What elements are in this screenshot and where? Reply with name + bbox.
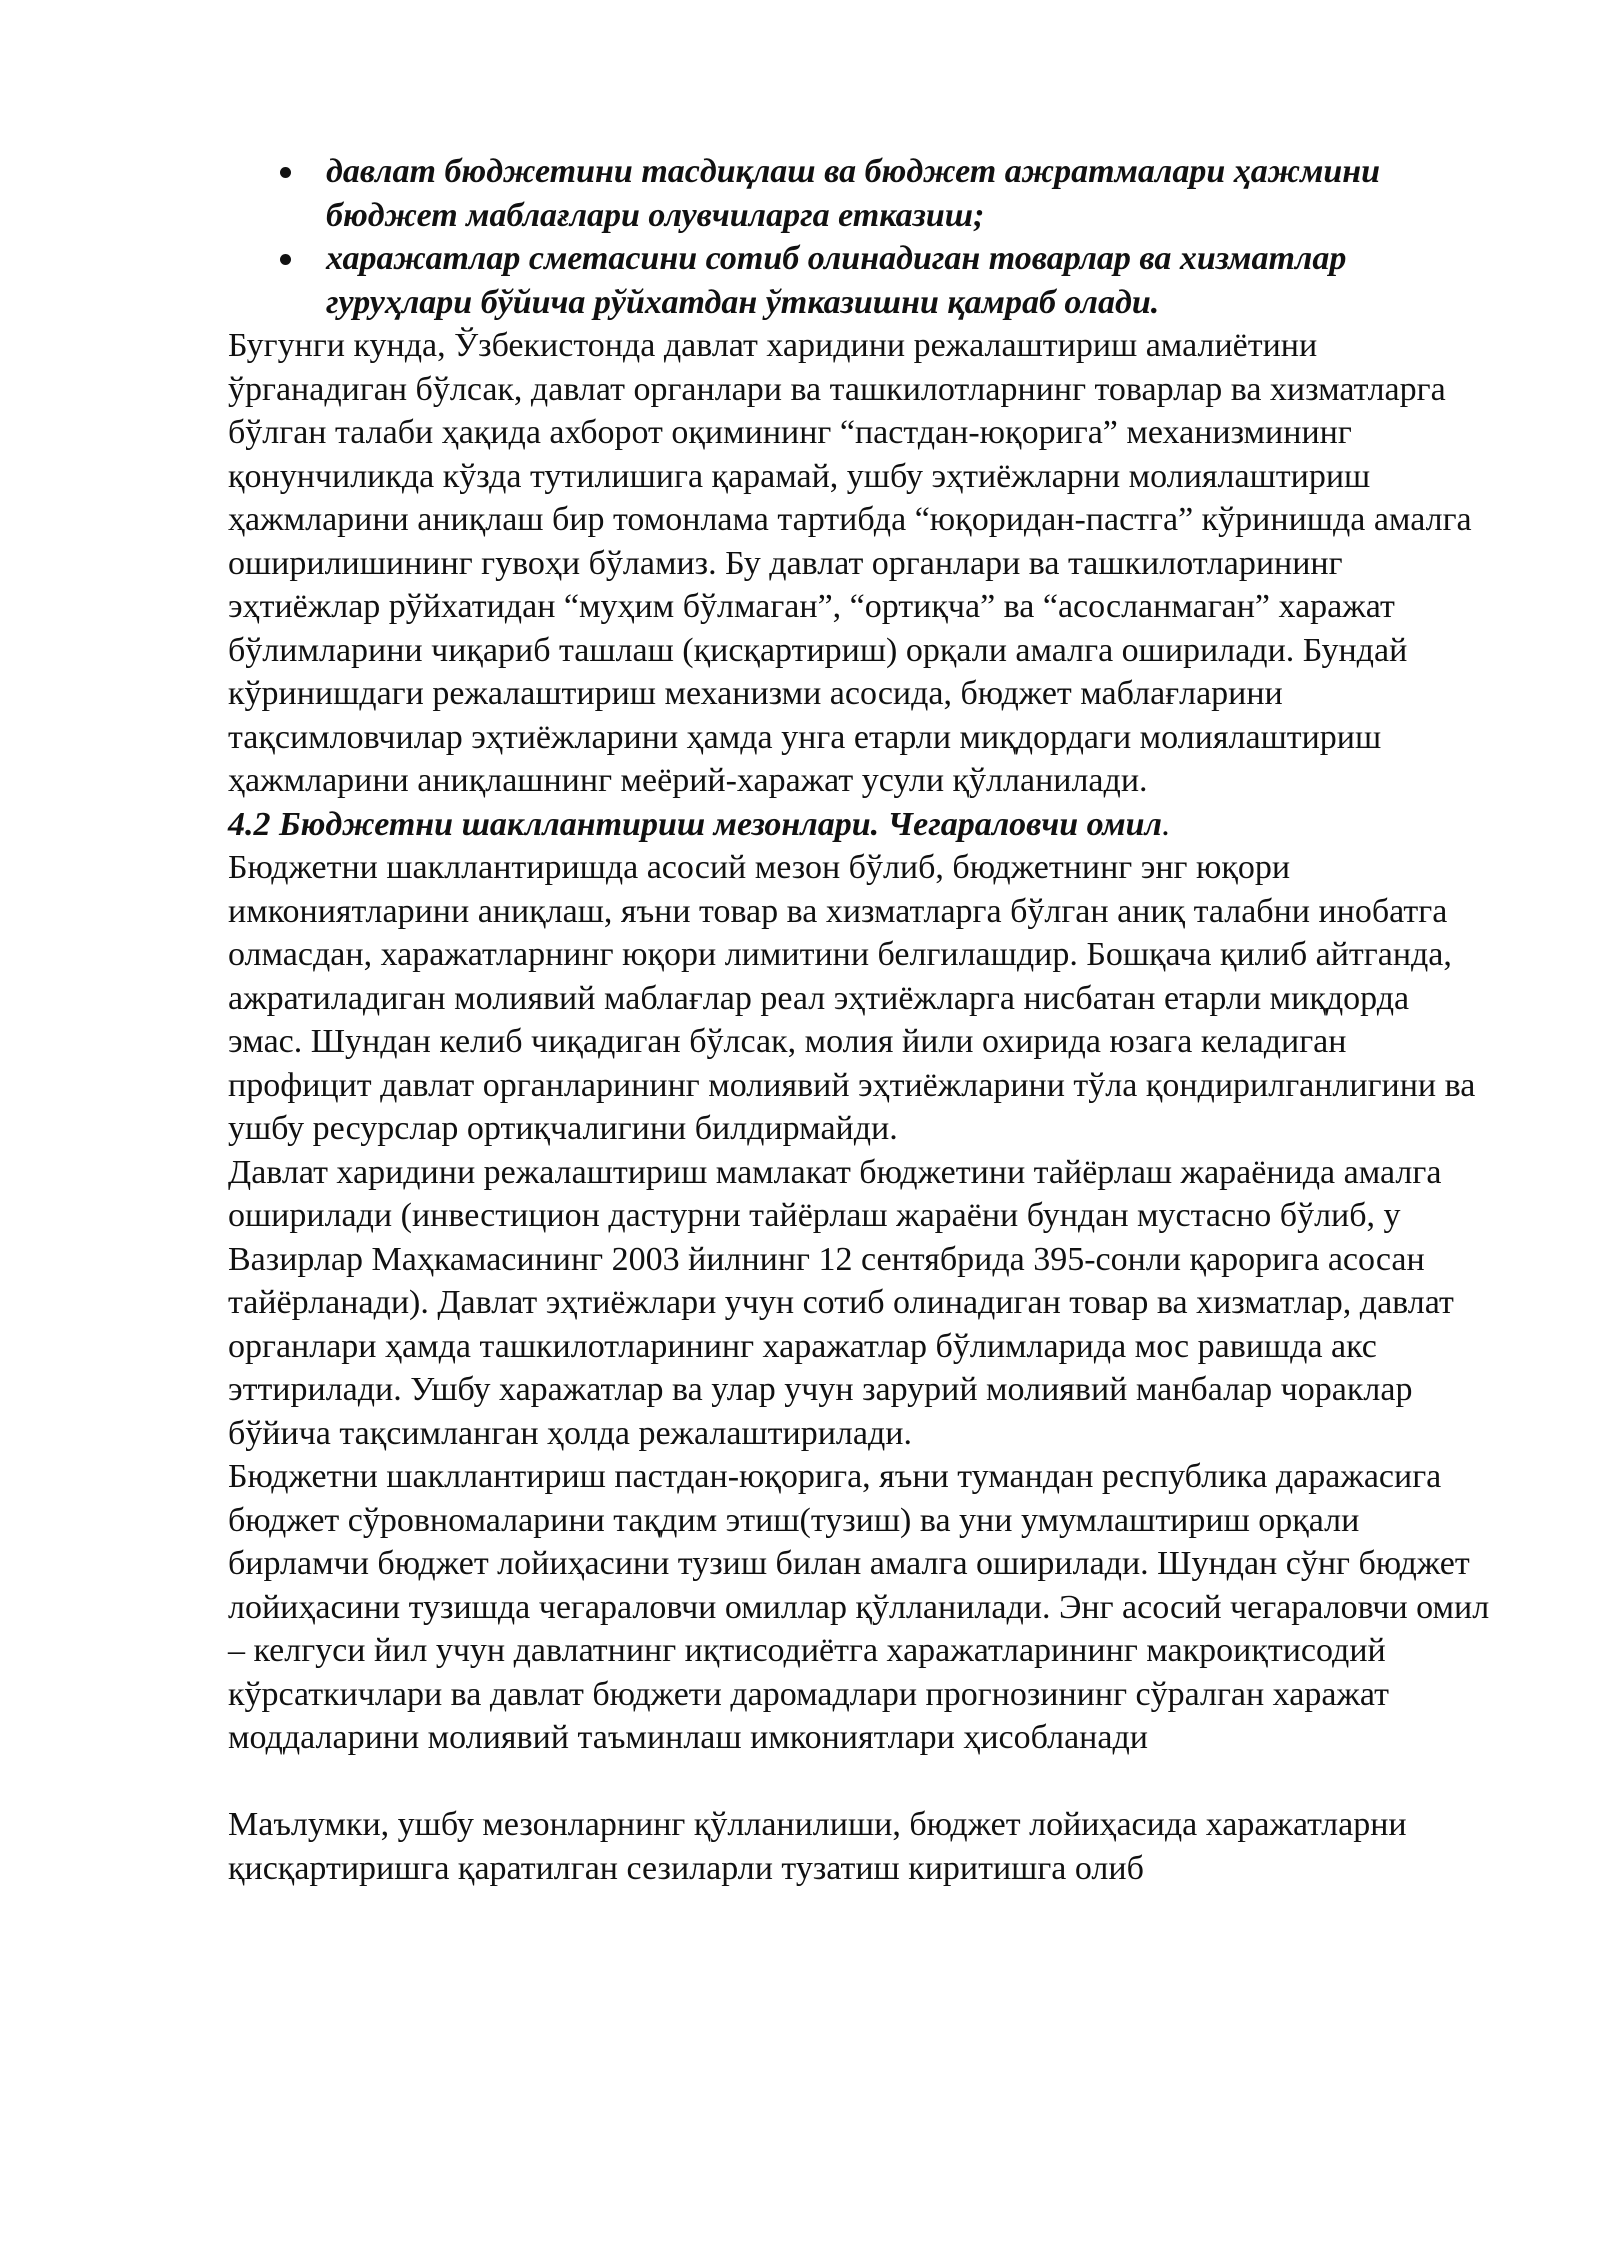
paragraph-criteria: Бюджетни шакллантиришда асосий мезон бўлиб, бюджетнинг энг юқори имкониятларини аниқлаш, яъни товар ва хизматларга бўлган аниқ талабни инобатга олмасдан, харажатларнинг юқори лимитини белгилашдир. Бошқача қилиб айтганда, ажратиладиган молиявий маблағлар реал эҳтиёжларга нисбатан етарли миқдорда эмас. Шундан келиб чиқадиган бўлсак, молия йили охирида юзага келадиган профицит давлат органларининг молиявий эҳтиёжларини тўла қондирилганлигини ва ушбу ресурслар ортиқчалигини билдирмайди. [228,849,1476,1147]
bullet-icon [280,254,291,265]
document-body [228,150,1490,1890]
bullet-item [228,237,1490,324]
section-heading [228,803,1490,847]
paragraph-intro: Бугунги кунда, Ўзбекистонда давлат харидини режалаштириш амалиётини ўрганадиган бўлсак, давлат органлари ва ташкилотларнинг товарлар ва хизматларга бўлган талаби ҳақида ахборот оқимининг “пастдан-юқорига” механизмининг қонунчиликда кўзда тутилишига қарамай, ушбу эҳтиёжларни молиялаштириш ҳажмларини аниқлаш бир томонлама тартибда “юқоридан-пастга” кўринишда амалга оширилишининг гувоҳи бўламиз. Бу давлат органлари ва ташкилотларининг эҳтиёжлар рўйхатидан “муҳим бўлмаган”, “ортиқча” ва “асосланмаган” харажат бўлимларини чиқариб ташлаш (қисқартириш) орқали амалга оширилади. Бундай кўринишдаги режалаштириш механизми асосида, бюджет маблағларини тақсимловчилар эҳтиёжларини ҳамда унга етарли миқдордаги молиялаштириш ҳажмларини аниқлашнинг меёрий-харажат усули қўлланилади. [228,327,1472,799]
paragraph-planning: Давлат харидини режалаштириш мамлакат бюджетини тайёрлаш жараёнида амалга оширилади (инвестицион дастурни тайёрлаш жараёни бундан мустасно бўлиб, у Вазирлар Маҳкамасининг 2003 йилнинг 12 сентябрида 395-сонли қарорига асосан тайёрланади). Давлат эҳтиёжлари учун сотиб олинадиган товар ва хизматлар, давлат органлари ҳамда ташкилотларининг харажатлар бўлимларида мос равишда акс эттирилади. Ушбу харажатлар ва улар учун зарурий молиявий манбалар чораклар бўйича тақсимланган ҳолда режалаштирилади. [228,1153,1454,1452]
paragraph-formation: Бюджетни шакллантириш пастдан-юқорига, яъни тумандан республика даражасига бюджет сўровномаларини тақдим этиш(тузиш) ва уни умумлаштириш орқали бирламчи бюджет лойиҳасини тузиш билан амалга оширилади. Шундан сўнг бюджет лойиҳасини тузишда чегараловчи омиллар қўлланилади. Энг асосий чегараловчи омил – келгуси йил учун давлатнинг иқтисодиётга харажатларининг макроиқтисодий кўрсаткичлари ва давлат бюджети даромадлари прогнозининг сўралган харажат моддаларини молиявий таъминлаш имкониятлари ҳисобланади [228,1458,1490,1756]
blank-line [228,1760,1490,1804]
bullet-text: харажатлар сметасини сотиб олинадиган товарлар ва хизматлар гуруҳлари бўйича рўйхатдан ўтказишни қамраб олади. [326,240,1347,321]
section-heading-text: 4.2 Бюджетни шакллантириш мезонлари. Чегараловчи омил [228,805,1162,843]
section-heading-period: . [1162,805,1171,843]
bullet-text: давлат бюджетини тасдиқлаш ва бюджет ажратмалари ҳажмини бюджет маблағлари олувчиларга етказиш; [326,153,1381,234]
paragraph-conclusion: Маълумки, ушбу мезонларнинг қўлланилиши, бюджет лойиҳасида харажатларни қисқартиришга қаратилган сезиларли тузатиш киритишга олиб [228,1806,1407,1887]
bullet-list [228,150,1490,324]
bullet-item [228,150,1490,237]
bullet-icon [280,167,291,178]
